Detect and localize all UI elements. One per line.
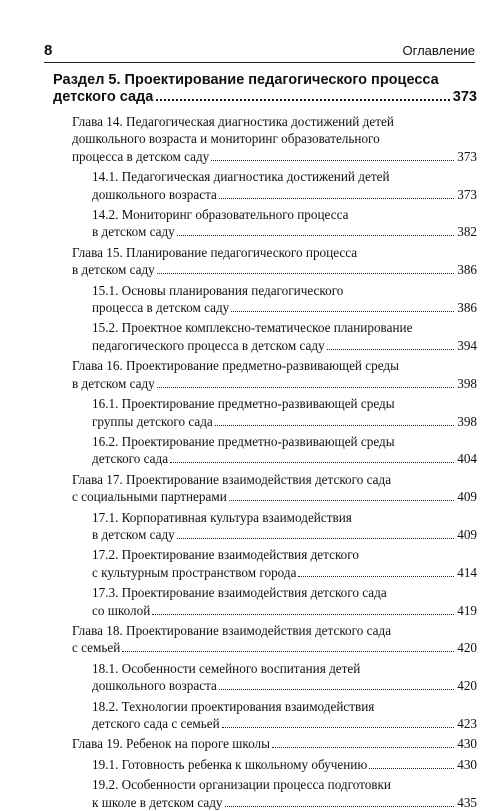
dot-leader — [156, 99, 450, 101]
toc-subsection-entry — [92, 395, 477, 430]
entry-page-number: 404 — [457, 451, 477, 467]
toc-subsection-entry — [92, 698, 477, 733]
toc-chapter-entry — [72, 622, 477, 657]
dot-leader — [219, 198, 454, 199]
entry-last-line — [92, 526, 477, 543]
toc-chapter-entry — [72, 113, 477, 165]
dot-leader — [177, 235, 454, 236]
toc-chapter-entry — [72, 471, 477, 506]
entry-title-text: процесса в детском саду — [72, 148, 210, 164]
dot-leader — [177, 538, 454, 539]
section-title-last-line: детского сада — [53, 89, 154, 105]
entry-page-number: 420 — [457, 678, 477, 694]
entry-title-line: Глава 14. Педагогическая диагностика достижений детей — [72, 114, 394, 129]
entry-page-number: 382 — [457, 224, 477, 240]
entry-title-text: детского сада — [92, 451, 169, 467]
entry-page-number: 409 — [457, 526, 477, 542]
entry-last-line — [92, 450, 477, 467]
entry-last-line — [92, 564, 477, 581]
entry-last-line — [92, 602, 477, 619]
dot-leader — [272, 747, 454, 748]
entry-last-line — [92, 337, 477, 354]
entry-title-text: в детском саду — [72, 262, 155, 278]
entry-last-line — [72, 639, 477, 656]
entry-title-line: дошкольного возраста и мониторинг образовательного — [72, 131, 380, 147]
entry-last-line — [92, 677, 477, 694]
entry-title-line: 14.2. Мониторинг образовательного процесса — [92, 207, 349, 223]
entry-title-text: детского сада с семьей — [92, 716, 220, 731]
entry-page-number: 414 — [457, 564, 477, 580]
toc-chapter-entry — [72, 735, 477, 752]
entry-title-line: 17.2. Проектирование взаимодействия детского — [92, 547, 359, 563]
dot-leader — [298, 576, 454, 577]
entry-title-text: процесса в детском саду — [92, 300, 230, 316]
entry-page-number: 386 — [457, 300, 477, 316]
entry-title-text: с семьей — [72, 640, 121, 656]
entry-page-number: 430 — [457, 736, 477, 752]
entry-page-number: 373 — [457, 186, 477, 202]
dot-leader — [157, 273, 454, 274]
section-title-line: Раздел 5. Проектирование педагогического процесса — [53, 72, 439, 88]
toc-subsection-entry — [92, 433, 477, 468]
toc-subsection-entry — [92, 206, 477, 241]
toc-subsection-entry — [92, 168, 477, 203]
entry-title-text: с социальными партнерами — [72, 489, 227, 505]
dot-leader — [152, 614, 454, 615]
entry-title-text: с культурным пространством города — [92, 564, 297, 580]
dot-leader — [219, 689, 454, 690]
section-heading — [53, 72, 477, 106]
entry-page-number: 419 — [457, 602, 477, 618]
entry-title-line: 14.1. Педагогическая диагностика достижений детей — [92, 169, 390, 185]
page-number: 8 — [44, 42, 53, 59]
toc-subsection-entry — [92, 546, 477, 581]
entry-title-text: 19.1. Готовность ребенка к школьному обучению — [92, 756, 368, 772]
entry-page-number: 394 — [457, 337, 477, 353]
dot-leader — [170, 462, 454, 463]
entry-title-text: к школе в детском саду — [92, 794, 223, 810]
entry-title-line: Глава 17. Проектирование взаимодействия детского сада — [72, 471, 392, 487]
entry-title-text: в детском саду — [92, 526, 175, 542]
dot-leader — [327, 349, 455, 350]
toc-subsection-entry — [92, 660, 477, 695]
entry-title-text: группы детского сада — [92, 413, 213, 429]
entry-page-number: 435 — [457, 794, 477, 810]
entry-title-text: дошкольного возраста — [92, 678, 217, 694]
toc-chapter-entry — [72, 244, 477, 279]
entry-title-text: Глава 19. Ребенок на пороге школы — [72, 736, 270, 752]
toc-subsection-entry — [92, 584, 477, 619]
dot-leader — [225, 806, 455, 807]
entry-title-line: 17.3. Проектирование взаимодействия детского сада — [92, 585, 387, 601]
entry-title-text: педагогического процесса в детском саду — [92, 337, 325, 353]
entry-title-line: 18.2. Технологии проектирования взаимодействия — [92, 698, 375, 714]
toc-subsection-entry — [92, 509, 477, 544]
entry-title-line: Глава 18. Проектирование взаимодействия детского сада — [72, 622, 392, 638]
toc-subsection-entry — [92, 282, 477, 317]
entry-last-line — [72, 375, 477, 392]
running-title: Оглавление — [402, 43, 475, 58]
entry-last-line — [92, 223, 477, 240]
dot-leader — [215, 425, 454, 426]
entry-last-line — [72, 261, 477, 278]
dot-leader — [211, 160, 454, 161]
entry-title-line: 16.2. Проектирование предметно-развивающей среды — [92, 433, 395, 449]
entry-title-line: 15.2. Проектное комплексно-тематическое планирование — [92, 320, 413, 336]
dot-leader — [122, 651, 454, 652]
dot-leader — [157, 387, 454, 388]
toc-chapter-entry — [72, 357, 477, 392]
entry-page-number: 373 — [457, 148, 477, 164]
entry-last-line — [72, 148, 477, 165]
dot-leader — [222, 727, 455, 728]
entry-title-text: в детском саду — [92, 224, 175, 240]
entry-last-line — [92, 186, 477, 203]
entry-title-line: 17.1. Корпоративная культура взаимодействия — [92, 509, 352, 525]
entry-last-line — [92, 756, 477, 773]
entry-last-line — [92, 413, 477, 430]
entry-title-line: 19.2. Особенности организации процесса подготовки — [92, 777, 391, 793]
entry-last-line — [92, 299, 477, 316]
entry-page-number: 398 — [457, 413, 477, 429]
dot-leader — [231, 311, 454, 312]
toc-subsection-entry — [92, 756, 477, 773]
entry-page-number: 430 — [457, 756, 477, 772]
toc-subsection-entry — [92, 776, 477, 811]
toc-subsection-entry — [92, 319, 477, 354]
entry-last-line — [92, 794, 477, 811]
entry-title-line: 15.1. Основы планирования педагогического — [92, 282, 344, 298]
entry-title-line: 16.1. Проектирование предметно-развивающей среды — [92, 396, 395, 412]
entry-title-text: в детском саду — [72, 375, 155, 391]
dot-leader — [229, 500, 454, 501]
running-header — [44, 40, 475, 63]
entry-page-number: 386 — [457, 262, 477, 278]
entry-last-line — [92, 715, 477, 732]
entry-last-line — [72, 735, 477, 752]
entry-title-line: 18.1. Особенности семейного воспитания детей — [92, 660, 361, 676]
entry-title-text: дошкольного возраста — [92, 186, 217, 202]
entry-title-line: Глава 15. Планирование педагогического процесса — [72, 244, 358, 260]
entry-page-number: 398 — [457, 375, 477, 391]
entry-page-number: 423 — [457, 716, 477, 731]
entry-last-line — [72, 488, 477, 505]
entry-page-number: 409 — [457, 489, 477, 505]
entry-title-text: со школой — [92, 602, 151, 618]
table-of-contents — [72, 110, 477, 811]
entry-page-number: 420 — [457, 640, 477, 656]
section-page-number: 373 — [452, 89, 477, 105]
entry-title-line: Глава 16. Проектирование предметно-развивающей среды — [72, 358, 399, 374]
